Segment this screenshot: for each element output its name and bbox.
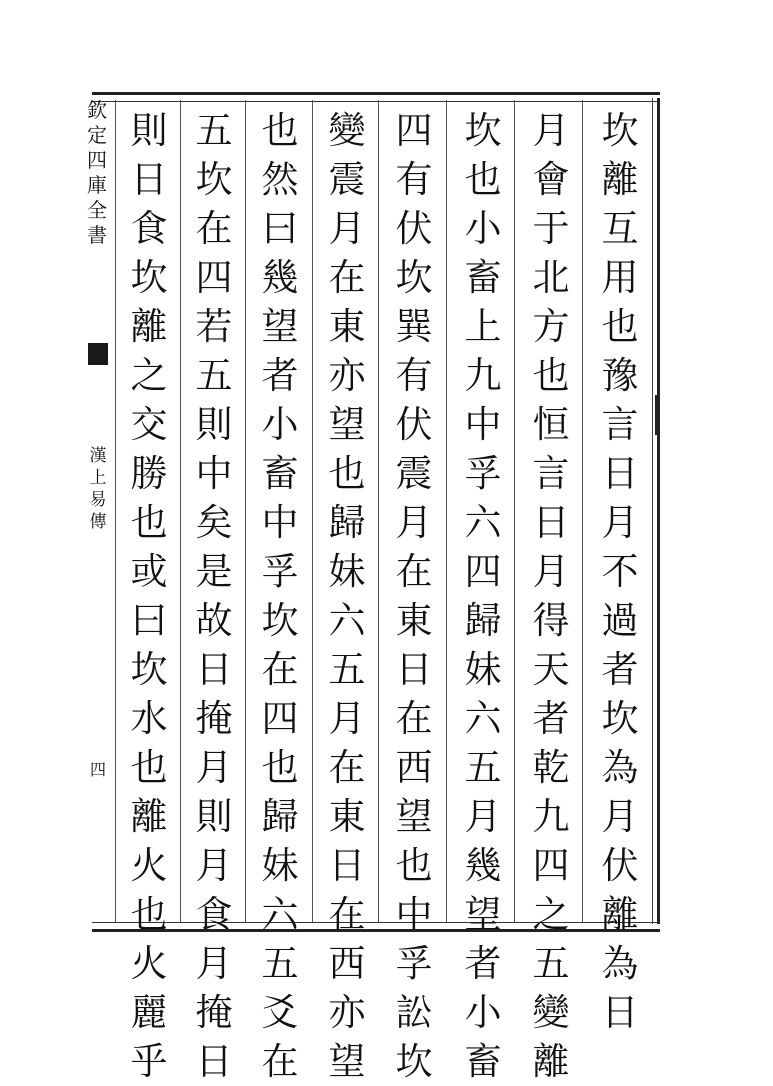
margin-page-number: 四	[89, 760, 106, 779]
column-rule	[312, 100, 313, 922]
column-rule	[245, 100, 246, 922]
text-column: 則日食坎離之交勝也或曰坎水也離火也火麗乎	[130, 109, 168, 1083]
column-rule	[582, 100, 583, 922]
text-column: 也然曰幾望者小畜中孚坎在四也歸妹六五爻在	[261, 109, 299, 1083]
margin-book-title: 漢上易傳	[89, 446, 107, 532]
column-rule	[514, 100, 515, 922]
text-column: 四有伏坎巽有伏震月在東日在西望也中孚訟坎	[395, 109, 433, 1083]
text-column: 坎離互用也豫言日月不過者坎為月伏離為日	[601, 109, 639, 1034]
text-column: 坎也小畜上九中孚六四歸妹六五月幾望者小畜	[464, 109, 502, 1083]
text-column: 變震月在東亦望也歸妹六五月在東日在西亦望	[328, 109, 366, 1083]
fish-tail-mark	[88, 343, 108, 365]
margin-title: 欽定四庫全書	[87, 98, 107, 247]
column-rule	[115, 100, 116, 922]
text-column: 五坎在四若五則中矣是故日掩月則月食月掩日	[195, 109, 233, 1083]
column-rule	[378, 100, 379, 922]
text-column: 月會于北方也恒言日月得天者乾九四之五變離	[532, 109, 570, 1083]
column-rule	[180, 100, 181, 922]
page-frame-top	[92, 92, 660, 102]
frame-notch	[655, 395, 659, 435]
page-frame-right	[652, 98, 660, 924]
column-rule	[446, 100, 447, 922]
